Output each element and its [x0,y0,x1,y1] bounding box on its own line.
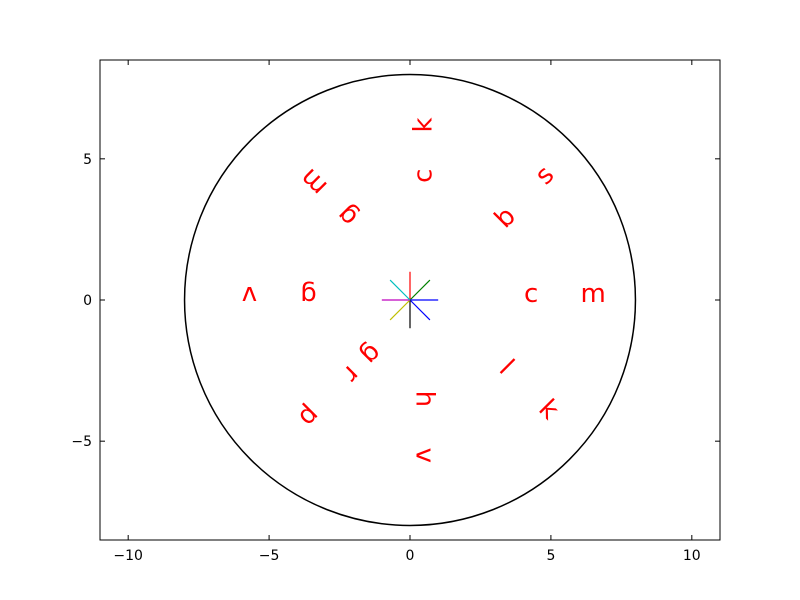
letter-label: r [336,359,366,389]
x-tick-label: −10 [113,548,143,564]
letter-label: s [529,160,561,191]
letter-label: g [300,279,317,310]
letter-label: m [294,162,334,202]
letter-label: k [532,393,565,426]
letter-label: g [354,337,388,371]
x-tick-label: 5 [546,548,556,564]
letter-label: l [493,354,520,381]
letter-label: h [409,390,440,408]
letter-label: c [408,168,439,183]
y-tick-label: 5 [83,151,92,168]
x-tick-label: 0 [405,548,415,564]
x-tick-label: −5 [258,548,280,564]
letter-label: v [409,447,440,463]
y-tick-label: −5 [71,434,92,451]
x-tick-label: 10 [682,548,701,564]
letter-label: k [408,117,439,133]
y-tick-label: 0 [83,293,92,309]
letter-label: g [331,199,365,233]
letter-label: p [292,399,326,433]
letter-label: m [580,278,606,309]
letter-label: b [489,201,522,235]
letter-label: c [524,278,539,309]
letter-label: v [241,279,258,310]
